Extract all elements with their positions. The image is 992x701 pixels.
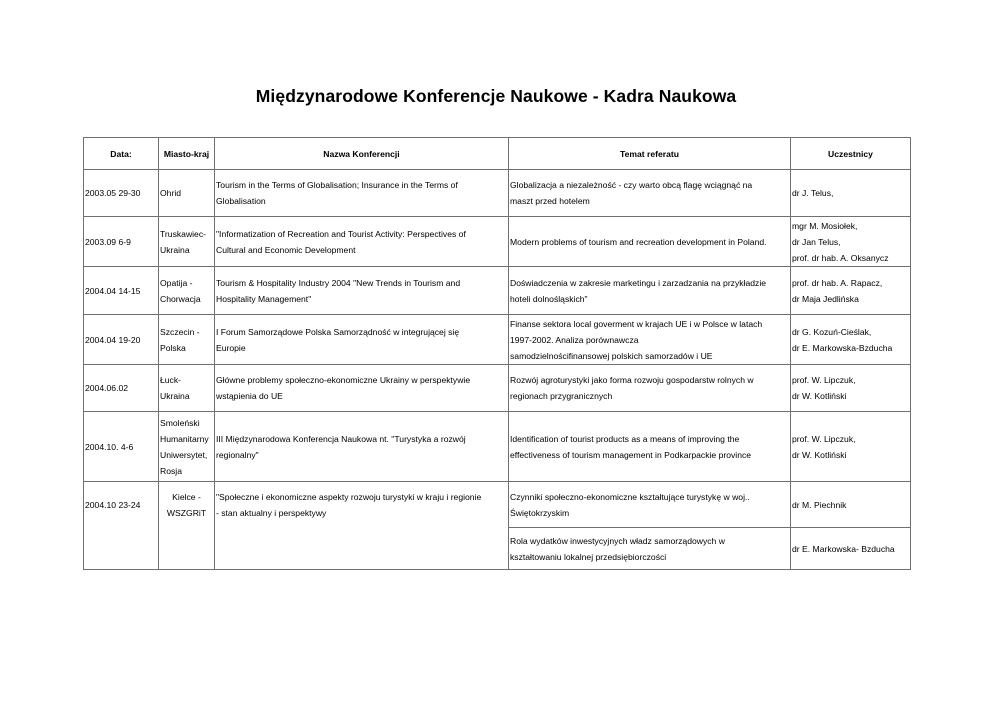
cell-conference xyxy=(215,412,509,482)
page-title: Międzynarodowe Konferencje Naukowe - Kadra Naukowa xyxy=(255,86,737,106)
cell-city xyxy=(159,528,215,570)
cell-participants xyxy=(791,267,911,315)
cell-participants xyxy=(791,217,911,267)
cell-conference-line: I Forum Samorządowe Polska Samorządność w integrującej się xyxy=(216,326,460,337)
cell-city-line: Ukraina xyxy=(160,391,190,401)
table-row xyxy=(84,365,911,412)
cell-conference-line: "Społeczne i ekonomiczne aspekty rozwoju turystyki w kraju i regionie xyxy=(216,491,482,502)
cell-topic xyxy=(509,267,791,315)
table-row xyxy=(84,482,911,528)
cell-participants xyxy=(791,412,911,482)
cell-topic-line: Identification of tourist products as a means of improving the xyxy=(510,433,740,444)
cell-conference-line: Globalisation xyxy=(216,196,266,206)
header-date: Data: xyxy=(84,138,159,170)
cell-participants-line: dr J. Telus, xyxy=(792,188,834,198)
cell-topic-line: Globalizacja a niezależność - czy warto obcą flagę wciągnąć na xyxy=(510,180,753,190)
cell-date: 2003.09 6-9 xyxy=(84,217,159,267)
cell-topic-line: 1997-2002. Analiza porównawcza xyxy=(510,334,639,345)
cell-topic-line: Świętokrzyskim xyxy=(510,507,570,518)
cell-participants-line: dr W. Kotliński xyxy=(792,449,847,460)
cell-conference xyxy=(215,217,509,267)
cell-topic-line: Czynniki społeczno-ekonomiczne kształtujące turystykę w woj.. xyxy=(510,491,750,502)
cell-city xyxy=(159,315,215,365)
cell-participants xyxy=(791,528,911,570)
cell-conference xyxy=(215,528,509,570)
cell-topic xyxy=(509,365,791,412)
cell-participants xyxy=(791,365,911,412)
cell-participants-line: prof. dr hab. A. Rapacz, xyxy=(792,277,883,288)
cell-participants-line: prof. W. Lipczuk, xyxy=(792,433,856,444)
cell-conference xyxy=(215,170,509,217)
cell-conference-line: Tourism in the Terms of Globalisation; Insurance in the Terms of xyxy=(216,180,458,190)
cell-participants-line: dr E. Markowska-Bzducha xyxy=(792,342,893,353)
cell-date: 2003.05 29-30 xyxy=(84,170,159,217)
conference-table xyxy=(83,137,911,570)
cell-participants xyxy=(791,482,911,528)
cell-conference-line: "Informatization of Recreation and Tourist Activity: Perspectives of xyxy=(216,228,466,239)
table-row xyxy=(84,412,911,482)
cell-topic xyxy=(509,170,791,217)
cell-city xyxy=(159,267,215,315)
cell-city xyxy=(159,170,215,217)
cell-participants xyxy=(791,315,911,365)
cell-conference-line: wstąpienia do UE xyxy=(216,391,283,401)
cell-conference xyxy=(215,482,509,528)
cell-city xyxy=(159,482,215,528)
cell-topic xyxy=(509,482,791,528)
cell-conference-line: Główne problemy społeczno-ekonomiczne Ukrainy w perspektywie xyxy=(216,375,471,385)
cell-date: 2004.10. 4-6 xyxy=(84,412,159,482)
header-conference: Nazwa Konferencji xyxy=(215,138,509,170)
cell-date: 2004.04 19-20 xyxy=(84,315,159,365)
table-row xyxy=(84,170,911,217)
cell-city xyxy=(159,412,215,482)
cell-city-line: Rosja xyxy=(160,465,182,476)
cell-participants-line: dr E. Markowska- Bzducha xyxy=(792,543,895,554)
cell-topic-line: Modern problems of tourism and recreation development in Poland. xyxy=(510,236,767,247)
header-topic: Temat referatu xyxy=(509,138,791,170)
cell-date: 2004.04 14-15 xyxy=(84,267,159,315)
cell-city-line: Smoleński xyxy=(160,417,200,428)
cell-participants-line: dr M. Piechnik xyxy=(792,499,847,510)
cell-participants-line: dr Maja Jedlińska xyxy=(792,293,859,304)
cell-participants-line: prof. dr hab. A. Oksanycz xyxy=(792,252,889,263)
cell-conference-line: Hospitality Management" xyxy=(216,293,312,304)
header-row xyxy=(84,138,911,170)
cell-participants-line: dr G. Kozuń-Cieślak, xyxy=(792,326,872,337)
table-row xyxy=(84,315,911,365)
cell-city-line: Chorwacja xyxy=(160,293,201,304)
cell-city-line: Łuck- xyxy=(160,375,182,385)
cell-city xyxy=(159,217,215,267)
cell-conference-line: Tourism & Hospitality Industry 2004 "New Trends in Tourism and xyxy=(216,277,461,288)
cell-topic-line: hoteli dolnośląskich" xyxy=(510,293,588,304)
cell-participants-line: dr W. Kotliński xyxy=(792,391,847,401)
table-row xyxy=(84,267,911,315)
table-row xyxy=(84,528,911,570)
cell-city-line: Opatija - xyxy=(160,277,193,288)
cell-participants-line: dr Jan Telus, xyxy=(792,236,841,247)
cell-topic xyxy=(509,315,791,365)
cell-conference-line: - stan aktualny i perspektywy xyxy=(216,507,327,518)
cell-date: 2004.10 23-24 xyxy=(84,482,159,528)
cell-participants-line: mgr M. Mosiołek, xyxy=(792,220,858,231)
cell-city-line: Szczecin - xyxy=(160,326,200,337)
cell-city-line: Polska xyxy=(160,342,186,353)
cell-topic-line: effectiveness of tourism management in Podkarpackie province xyxy=(510,449,752,460)
cell-topic xyxy=(509,528,791,570)
cell-conference xyxy=(215,365,509,412)
cell-topic-line: kształtowaniu lokalnej przedsiębiorczości xyxy=(510,551,667,562)
cell-conference-line: Europie xyxy=(216,342,246,353)
cell-city-line: Uniwersytet, xyxy=(160,449,208,460)
cell-city-line: Truskawiec- xyxy=(160,228,206,239)
header-participants: Uczestnicy xyxy=(791,138,911,170)
cell-city-line: Kielce - xyxy=(172,491,201,502)
cell-city-line: Humanitarny xyxy=(160,433,209,444)
cell-topic-line: Finanse sektora local goverment w krajach UE i w Polsce w latach xyxy=(510,318,763,329)
cell-topic xyxy=(509,217,791,267)
cell-topic-line: maszt przed hotelem xyxy=(510,196,590,206)
cell-date: 2004.06.02 xyxy=(84,365,159,412)
cell-topic-line: regionach przygranicznych xyxy=(510,391,613,401)
cell-city xyxy=(159,365,215,412)
table-row xyxy=(84,217,911,267)
cell-date xyxy=(84,528,159,570)
cell-topic-line: Rola wydatków inwestycyjnych władz samorządowych w xyxy=(510,535,725,546)
cell-conference-line: regionalny" xyxy=(216,449,259,460)
cell-participants-line: prof. W. Lipczuk, xyxy=(792,375,856,385)
cell-conference-line: III Międzynarodowa Konferencja Naukowa nt. "Turystyka a rozwój xyxy=(216,433,466,444)
cell-conference xyxy=(215,267,509,315)
cell-topic-line: samodzielnościfinansowej polskich samorzadów i UE xyxy=(510,350,713,361)
cell-topic-line: Rozwój agroturystyki jako forma rozwoju gospodarstw rolnych w xyxy=(510,375,754,385)
cell-participants xyxy=(791,170,911,217)
cell-topic xyxy=(509,412,791,482)
cell-city-line: WSZGRiT xyxy=(166,507,207,518)
cell-city-line: Ohrid xyxy=(160,188,182,198)
cell-conference-line: Cultural and Economic Development xyxy=(216,244,356,255)
cell-topic-line: Doświadczenia w zakresie marketingu i zarzadzania na przykładzie xyxy=(510,277,767,288)
cell-conference xyxy=(215,315,509,365)
cell-city-line: Ukraina xyxy=(160,244,190,255)
header-city: Miasto-kraj xyxy=(159,138,215,170)
